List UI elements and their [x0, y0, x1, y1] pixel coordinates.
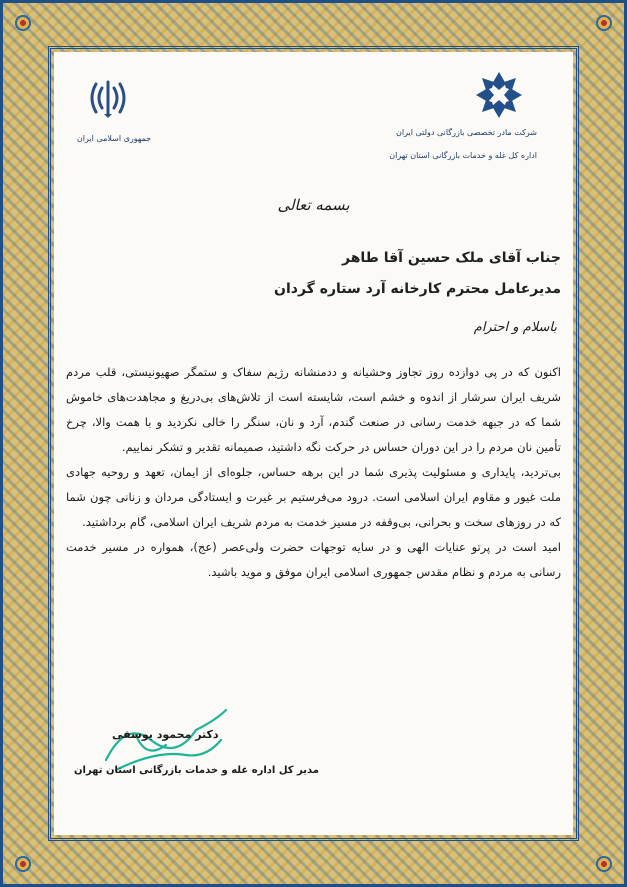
greeting: باسلام و احترام	[473, 320, 557, 335]
organization-department: اداره کل غله و خدمات بازرگانی استان تهران	[389, 151, 537, 160]
invocation: بسمه تعالی	[277, 196, 350, 214]
star-emblem-icon	[474, 70, 524, 120]
signatory-title: مدیر کل اداره غله و خدمات بازرگانی استان تهران	[74, 765, 319, 776]
signatory-name: دکتر محمود یوسفی	[112, 728, 219, 741]
paragraph: اکنون که در پی دوازده روز تجاوز وحشیانه و ددمنشانه رژیم سفاک و ستمگر صهیونیستی، قلب مردم شریف ایران سرشار از اندوه و خشم است، شایسته است از تلاش‌های بی‌دریغ و مجاهدت‌های خاموش شما که در جبهه خدمت رسانی در صنعت گندم، آرد و نان، سنگر را خالی نکردید و با همت والا، چرخ تأمین نان مردم را در این دوران حساس در حرکت نگه داشتید، صمیمانه تقدیر و تشکر نماییم.	[66, 365, 561, 454]
iran-emblem-icon	[84, 74, 132, 122]
corner-rosette-icon	[595, 855, 613, 873]
paragraph: بی‌تردید، پایداری و مسئولیت پذیری شما در این برهه حساس، جلوه‌ای از ایمان، تعهد و روحیه جهادی ملت غیور و مقاوم ایران اسلامی است. درود می‌فرستیم بر غیرت و ایستادگی مردان و زنانی چون شما که در روزهای سخت و بحرانی، بی‌وقفه در مسیر خدمت به مردم شریف ایران اسلامی، گام برداشتید.	[66, 465, 561, 529]
corner-rosette-icon	[14, 855, 32, 873]
paragraph: امید است در پرتو عنایات الهی و در سایه توجهات حضرت ولی‌عصر (عج)، همواره در مسیر خدمت رسانی به مردم و نظام مقدس جمهوری اسلامی ایران موفق و موید باشید.	[66, 540, 561, 579]
addressee-name: جناب آقای ملک حسین آقا طاهر	[341, 250, 561, 266]
corner-rosette-icon	[595, 14, 613, 32]
emblem-caption: جمهوری اسلامی ایران	[76, 134, 152, 143]
letter-body	[66, 360, 561, 585]
organization-name: شرکت مادر تخصصی بازرگانی دولتی ایران	[395, 128, 537, 137]
addressee-title: مدیرعامل محترم کارخانه آرد ستاره گردان	[274, 281, 561, 297]
corner-rosette-icon	[14, 14, 32, 32]
